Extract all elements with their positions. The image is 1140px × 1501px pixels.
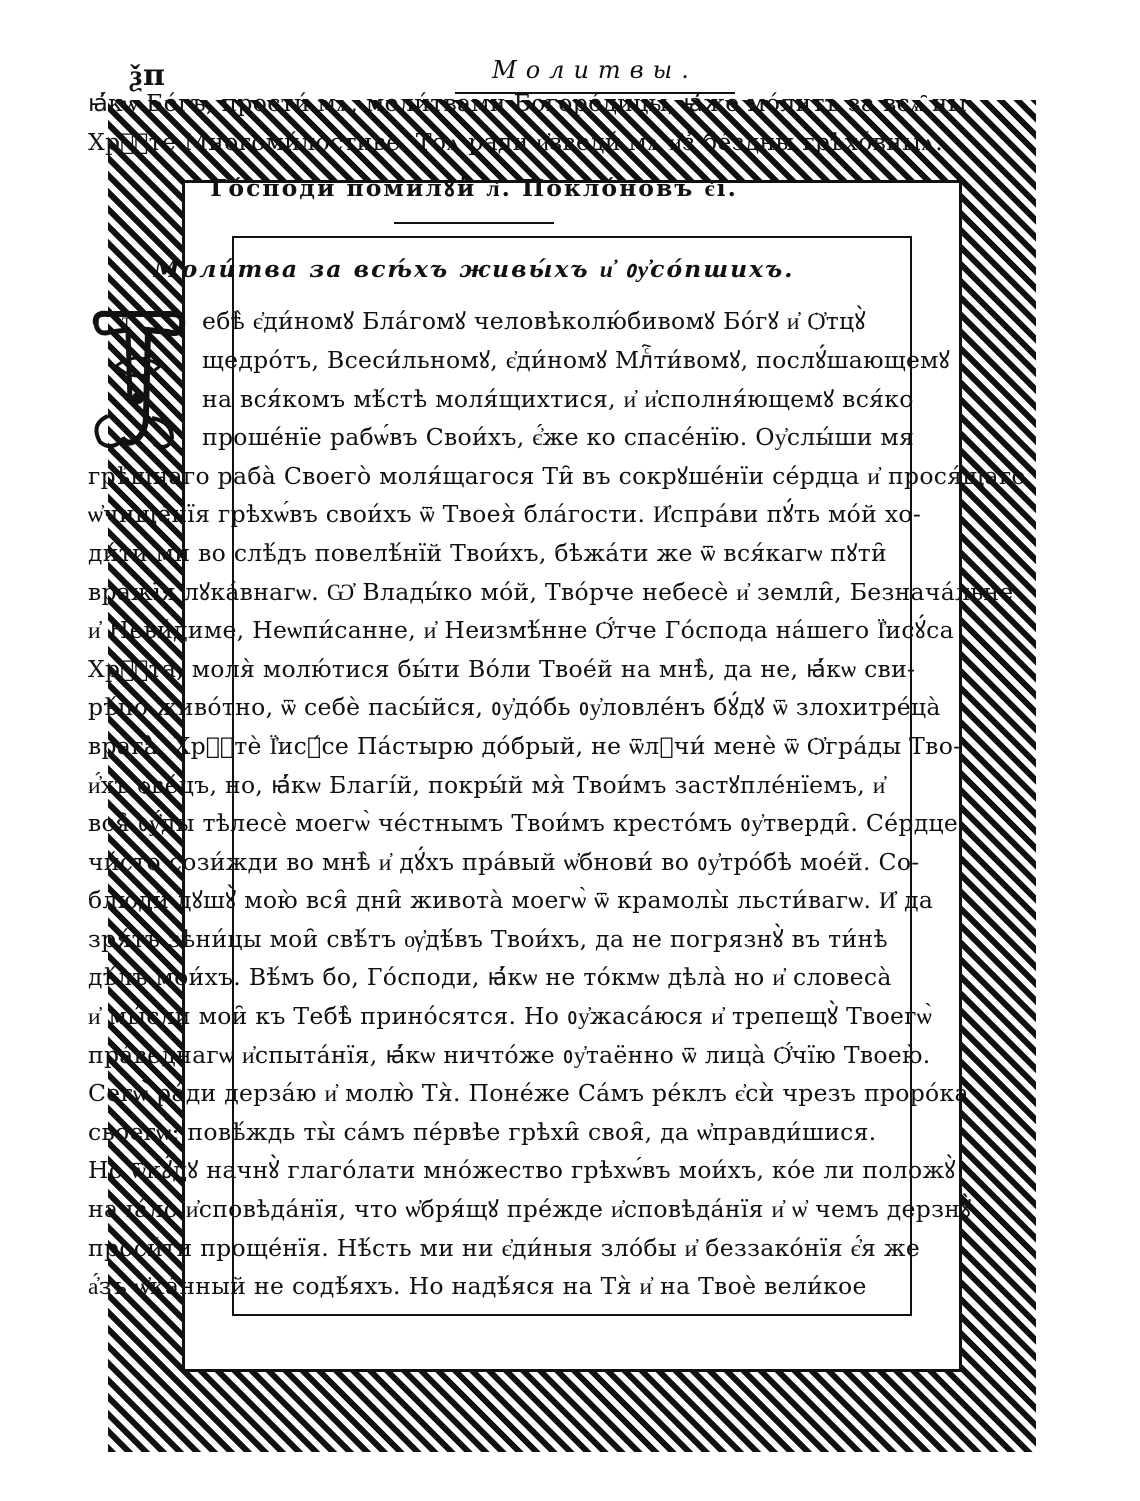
prostration-caption: Го́споди поми́лꙋй л҃. Покло́новъ є҃і. [210, 174, 738, 203]
running-head-title: Молитвы. [455, 56, 735, 94]
text-line: своегѡ̀: повѣ́ждь ты̀ са́мъ пе́рвѣе грѣхи̑ своя̑, да ѡ҆правди́шися. [88, 1117, 877, 1146]
text-line: зря́тъ зѣни́цы мои̑ свѣ́тъ ѹ҆дѣ́въ Твои́хъ, да не погрязнꙋ̀ въ ти́нѣ [88, 924, 888, 953]
drop-cap-initial-icon [88, 306, 188, 456]
drop-cap-paragraph [88, 302, 951, 456]
text-line: врага̀. Хрⷭ҇тѐ Ї҆исꙋ́се Па́стырю до́брый, не ѿлꙋчи́ менѐ ѿ Ѻ҆гра́ды Тво- [88, 731, 962, 760]
section-title: Моли́тва за всѣ́хъ живы́хъ и҆ ᲂу҆со́пшихъ. [153, 254, 795, 283]
text-line: Сегѡ̀ ра́ди дерза́ю и҆ молю̀ Тя̀. Поне́же Са́мъ ре́клъ є҆сѝ чрезъ проро́ка [88, 1079, 969, 1108]
text-line: и҆ мы́сли мои̑ къ Тебѣ̀ прино́сятся. Но ᲂу҆жаса́юся и҆ трепещꙋ̀ Твоегѡ̀ [88, 1002, 933, 1031]
text-line: ѡ҆чище́нїя грѣхѡ́въ свои́хъ ѿ Твоея̀ бла́гости. И҆спра́ви пꙋ́ть мо́й хо- [88, 500, 922, 529]
section-divider [394, 222, 554, 224]
text-line: и҆ Неви́диме, Неѡпи́санне, и҆ Неизмѣ́нне Ѻ҆́тче Го́спода на́шего Ї҆исꙋ́са [88, 616, 954, 645]
text-line: вра́жїя лꙋка́внагѡ. Ѡ҆ Влады́ко мо́й, Тво́рче небесѐ и҆ земли̑, Безнача́льне [88, 577, 1014, 606]
text-line: рѣ́по живо́тно, ѿ себѐ пасы́йся, ᲂу҆до́бь ᲂу҆ловле́нъ бꙋ́дꙋ ѿ злохитре́ца̀ [88, 693, 941, 722]
text-line: Но ѿкꙋ́дꙋ начнꙋ̀ глаго́лати мно́жество грѣхѡ́въ мои́хъ, ко́е ли положꙋ̀ [88, 1156, 956, 1185]
text-line: Хрⷭ҇те̑ Многоми́лостиве. Тоѧ̀ ра́ди и҆зведи́ мѧ и҆з̾ бе́здны грѣхо́вныѧ. [88, 127, 944, 156]
text-line: нача́ло и҆сповѣда́нїя, что ѡ҆бря́щꙋ пре́жде и҆сповѣда́нїя и҆ ѡ҆ чемъ дерзнꙋ̀ [88, 1195, 972, 1224]
text-line: вся̑ ᲂу҆́ды тѣлесѐ моегѡ̀ че́стнымъ Твои́мъ кресто́мъ ᲂу҆тверди̑. Се́рдце [88, 809, 959, 838]
text-line: проше́нїе рабѡ́въ Свои́хъ, є҆́же ко спасе́нїю. Оу҆слы́ши мя [202, 423, 915, 452]
drop-cap-letter: Т [122, 316, 132, 333]
text-line: блюди̑ дꙋшꙋ̀ мою̀ вся̑ дни̑ живота̀ моегѡ̀ ѿ крамолы̀ льсти́вагѡ. И҆ да [88, 886, 934, 915]
text-line: чи́сто сози́жди во мнѣ̀ и҆ дꙋ́хъ пра́вый ѡ҆бнови́ во ᲂу҆тро́бѣ мое́й. Со- [88, 847, 920, 876]
text-line: дѣ́лъ мои́хъ. Вѣ́мъ бо, Го́споди, ꙗ҆́кѡ не то́кмѡ дѣла̀ но и҆ словеса̀ [88, 963, 892, 992]
text-line: ди́ти ми во слѣ́дъ повелѣ́нїй Твои́хъ, бѣжа́ти же ѿ вся́кагѡ пꙋти̑ [88, 538, 887, 567]
page-number: ѯп [130, 58, 167, 93]
prayer-text-block [88, 84, 1026, 1306]
text-line: пра́веднагѡ и҆спыта́нїя, ꙗ҆́кѡ ничто́же ᲂу҆таённо ѿ лица̀ Ѻ҆́чїю Твоею̀. [88, 1040, 931, 1069]
text-line: щедро́тъ, Всеси́льномꙋ, є҆ди́номꙋ Млⷭ҇ти́вомꙋ, послꙋ́шающемꙋ [202, 345, 951, 374]
text-line: проси́ти проще́нїя. Нѣ́сть ми ни є҆ди́ныя зло́бы и҆ беззако́нїя є҆́я же [88, 1233, 921, 1262]
text-line: на вся́комъ мѣ́стѣ моля́щихтися, и҆ и҆сполня́ющемꙋ вся́ко [202, 384, 914, 413]
text-line: Хрⷭ҇та̀, моля̀ молю́тися бы́ти Во́ли Твое́й на мнѣ̀, да не, ꙗ҆́кѡ сви- [88, 654, 916, 683]
text-line: ꙗ҆́кѡ Бо́гъ, прости́ мѧ, моли́твами Богоро́дицы, ꙗ҆́же мо́литъ за всѧ̑ ны [88, 89, 967, 117]
text-line: грѣ́шнаго раба̀ Своего̀ моля́щагося Ти̑ въ сокрꙋше́нїи се́рдца и҆ прося́щаго [88, 461, 1026, 490]
text-line: ебѣ̀ є҆ди́номꙋ Бла́гомꙋ человѣколю́бивомꙋ Бо́гꙋ и҆ Ѻ҆тцꙋ̀ [202, 307, 866, 336]
text-line: а҆́зъ ѡ҆ка́нный не содѣ́яхъ. Но надѣ́яся на Тя̀ и҆ на Твоѐ вели́кое [88, 1272, 867, 1301]
text-line: и҆́хъ ѻ҆ве́цъ, но, ꙗ҆́кѡ Благі́й, покры́й мя̀ Твои́мъ застꙋпле́нїемъ, и҆ [88, 770, 886, 799]
